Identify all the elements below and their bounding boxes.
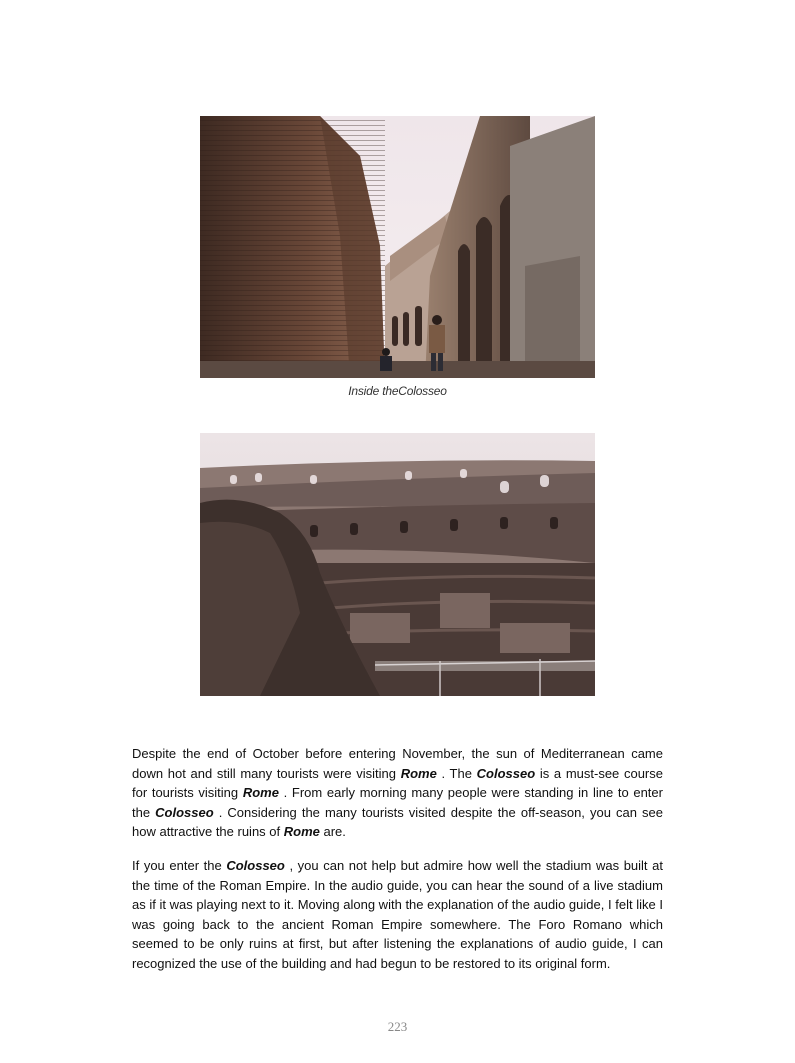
figure-caption: Inside theColosseo [348, 384, 447, 398]
text-run: If you enter the [132, 858, 227, 873]
text-run: is a must-see course for tourists visiting [132, 765, 663, 800]
emphasized-term: Rome [400, 765, 437, 781]
emphasized-term: Rome [283, 824, 320, 839]
photo-colosseo-interior [200, 116, 595, 378]
body-paragraph [132, 856, 663, 973]
emphasized-term: Colosseo [155, 804, 214, 820]
page-number: 223 [387, 1019, 408, 1034]
emphasized-term: Rome [242, 785, 279, 800]
text-run: . From early morning many people were standing in line to enter the [132, 785, 663, 820]
body-paragraph [132, 744, 663, 842]
text-run: . Considering the many tourists visited despite the off-season, you can see how attractive the ruins of [132, 804, 663, 839]
emphasized-term: Colosseo [226, 858, 285, 873]
emphasized-term: Colosseo [476, 765, 536, 781]
text-run: . The [436, 765, 477, 781]
text-run: Despite the end of October before entering November, the sun of Mediterranean came down hot and still many tourists were visiting [132, 746, 663, 781]
text-run: are. [319, 824, 346, 839]
photo-colosseo-arena [200, 433, 595, 696]
text-run: , you can not help but admire how well the stadium was built at the time of the Roman Empire. In the audio guide, you can hear the sound of a live stadium as if it was playing next to it. Moving along with the explanation of the audio guide, I felt like I was going back to the ancient Roman Empire somewhere. The Foro Romano which seemed to be only ruins at first, but after listening the explanations of audio guide, I can recognized the use of the building and had begun to be restored to its original form. [132, 858, 663, 971]
